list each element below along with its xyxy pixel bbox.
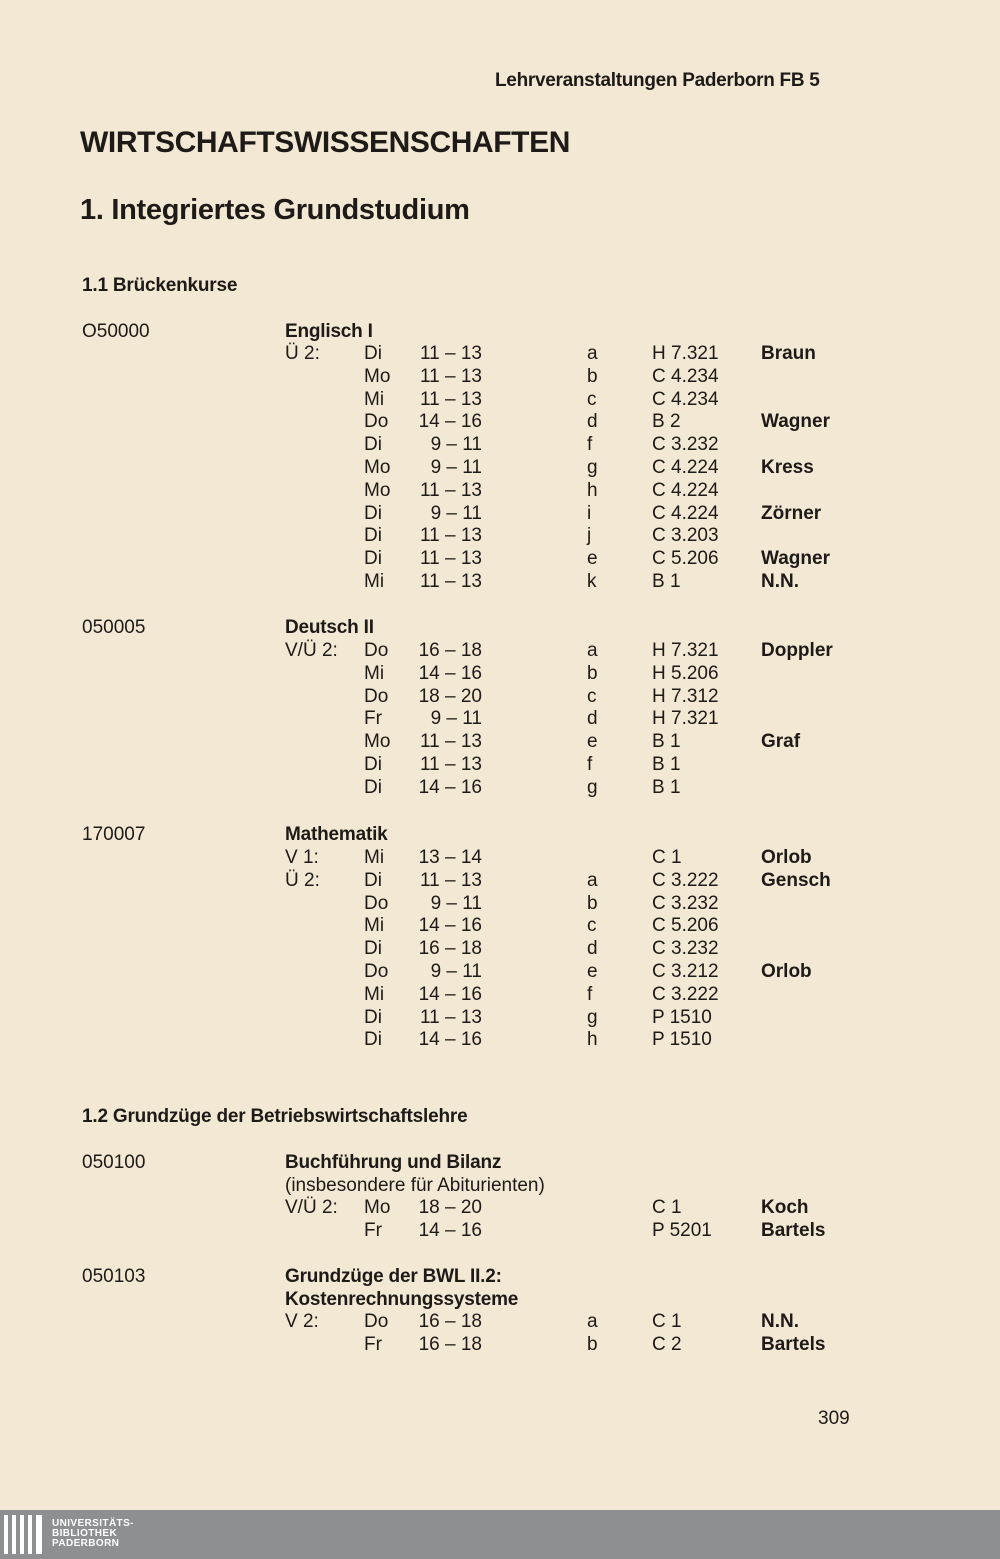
weekday: Mi — [364, 571, 385, 592]
room: B 1 — [652, 571, 681, 592]
room: C 1 — [652, 1311, 682, 1332]
lecturer: N.N. — [761, 1311, 799, 1332]
group-letter: f — [587, 983, 593, 1005]
room: B 1 — [652, 731, 681, 753]
weekday: Di — [364, 776, 382, 798]
schedule-row — [0, 777, 1000, 800]
time-slot: 11 – 13 — [420, 548, 482, 570]
weekday: Di — [364, 754, 382, 775]
subsection-heading: 1.2 Grundzüge der Betriebswirtschaftslehre — [82, 1106, 468, 1127]
group-letter: h — [587, 1029, 598, 1051]
time-slot: 16 – 18 — [418, 640, 482, 661]
session-type: V/Ü 2: — [285, 1197, 338, 1218]
weekday: Mo — [364, 1197, 391, 1218]
library-footer-banner — [0, 1510, 1000, 1559]
weekday: Di — [364, 1029, 382, 1051]
time-slot: 11 – 13 — [420, 1006, 482, 1028]
library-name-line: BIBLIOTHEK — [52, 1528, 118, 1539]
course-title: Englisch I — [285, 321, 373, 342]
group-letter: d — [587, 708, 598, 730]
weekday: Fr — [364, 708, 382, 730]
time-slot: 9 – 11 — [430, 457, 482, 478]
time-slot: 16 – 18 — [418, 1311, 482, 1332]
weekday: Do — [364, 1311, 389, 1332]
time-slot: 14 – 16 — [418, 776, 482, 798]
time-slot: 11 – 13 — [420, 479, 482, 501]
group-letter: e — [587, 731, 598, 753]
schedule-row — [0, 915, 1000, 938]
schedule-row — [0, 411, 1000, 434]
time-slot: 11 – 13 — [420, 754, 482, 775]
lecturer: Graf — [761, 731, 801, 753]
room: H 7.312 — [652, 685, 719, 707]
room: C 4.224 — [652, 457, 719, 478]
weekday: Di — [364, 869, 382, 891]
page-heading: WIRTSCHAFTSWISSENSCHAFTEN — [80, 126, 570, 159]
schedule-row — [0, 870, 1000, 893]
weekday: Do — [364, 411, 389, 433]
group-letter: c — [587, 685, 597, 707]
room: C 4.234 — [652, 388, 719, 410]
weekday: Mi — [364, 983, 385, 1005]
time-slot: 14 – 16 — [418, 1029, 482, 1051]
room: C 3.203 — [652, 525, 719, 547]
group-letter: c — [587, 915, 597, 937]
room: P 5201 — [652, 1219, 712, 1241]
room: P 1510 — [652, 1006, 712, 1028]
lecturer: Bartels — [761, 1219, 826, 1241]
lecturer: N.N. — [761, 571, 799, 592]
group-letter: d — [587, 411, 598, 433]
room: H 5.206 — [652, 662, 719, 684]
lecturer: Doppler — [761, 640, 833, 661]
page-number: 309 — [818, 1408, 850, 1429]
schedule-row — [0, 847, 1000, 870]
time-slot: 14 – 16 — [418, 662, 482, 684]
group-letter: g — [587, 1006, 598, 1028]
room: C 4.234 — [652, 365, 719, 387]
room: H 7.321 — [652, 708, 719, 730]
course-title: Deutsch II — [285, 617, 374, 638]
room: C 3.212 — [652, 961, 719, 982]
time-slot: 9 – 11 — [430, 502, 482, 524]
group-letter: a — [587, 869, 598, 891]
group-letter: b — [587, 662, 598, 684]
group-letter: a — [587, 640, 598, 661]
weekday: Di — [364, 343, 382, 364]
weekday: Mo — [364, 731, 391, 753]
group-letter: j — [587, 525, 592, 547]
weekday: Mi — [364, 915, 385, 937]
time-slot: 11 – 13 — [420, 388, 482, 410]
group-letter: e — [587, 961, 598, 982]
time-slot: 11 – 13 — [420, 365, 482, 387]
schedule-row — [0, 548, 1000, 571]
lecturer: Orlob — [761, 847, 812, 868]
weekday: Di — [364, 938, 382, 960]
group-letter: i — [587, 502, 592, 524]
schedule-row — [0, 731, 1000, 754]
lecturer: Koch — [761, 1197, 809, 1218]
session-type: V 1: — [285, 847, 319, 868]
session-type: Ü 2: — [285, 869, 320, 891]
room: C 4.224 — [652, 479, 719, 501]
room: C 4.224 — [652, 502, 719, 524]
time-slot: 11 – 13 — [420, 731, 482, 753]
group-letter: h — [587, 479, 598, 501]
lecturer: Braun — [761, 343, 816, 364]
section-heading: 1. Integriertes Grundstudium — [80, 194, 470, 226]
session-type: V/Ü 2: — [285, 640, 338, 661]
schedule-row — [0, 480, 1000, 503]
group-letter: b — [587, 892, 598, 914]
time-slot: 14 – 16 — [418, 983, 482, 1005]
schedule-row — [0, 434, 1000, 457]
room: P 1510 — [652, 1029, 712, 1051]
schedule-row — [0, 503, 1000, 526]
schedule-row — [0, 457, 1000, 480]
course-code: 170007 — [82, 824, 146, 845]
lecturer: Kress — [761, 457, 814, 478]
room: C 5.206 — [652, 915, 719, 937]
weekday: Mi — [364, 662, 385, 684]
session-type: V 2: — [285, 1311, 319, 1332]
library-name-line: PADERBORN — [52, 1538, 120, 1549]
room: B 1 — [652, 776, 681, 798]
weekday: Fr — [364, 1333, 382, 1355]
schedule-row — [0, 1007, 1000, 1030]
schedule-row — [0, 525, 1000, 548]
schedule-row — [0, 1197, 1000, 1220]
time-slot: 16 – 18 — [418, 1333, 482, 1355]
room: C 3.222 — [652, 869, 719, 891]
time-slot: 9 – 11 — [430, 708, 482, 730]
time-slot: 14 – 16 — [418, 915, 482, 937]
schedule-row — [0, 984, 1000, 1007]
time-slot: 18 – 20 — [418, 685, 482, 707]
weekday: Mi — [364, 847, 385, 868]
schedule-row — [0, 754, 1000, 777]
schedule-row — [0, 640, 1000, 663]
weekday: Di — [364, 548, 382, 570]
running-header: Lehrveranstaltungen Paderborn FB 5 — [495, 70, 820, 91]
time-slot: 11 – 13 — [420, 571, 482, 592]
course-code: 050005 — [82, 617, 146, 638]
room: C 1 — [652, 1197, 682, 1218]
time-slot: 13 – 14 — [418, 847, 482, 868]
schedule-row — [0, 686, 1000, 709]
group-letter: c — [587, 388, 597, 410]
course-title-line2: Kostenrechnungssysteme — [285, 1289, 519, 1310]
room: B 2 — [652, 411, 681, 433]
weekday: Di — [364, 502, 382, 524]
weekday: Mo — [364, 479, 391, 501]
course-code: 050103 — [82, 1266, 146, 1287]
schedule-row — [0, 938, 1000, 961]
course-code: O50000 — [82, 321, 150, 342]
schedule-row — [0, 708, 1000, 731]
course-subtitle: (insbesondere für Abiturienten) — [285, 1175, 545, 1196]
time-slot: 18 – 20 — [418, 1197, 482, 1218]
room: H 7.321 — [652, 343, 719, 364]
course-code: 050100 — [82, 1152, 146, 1173]
weekday: Do — [364, 892, 389, 914]
room: C 5.206 — [652, 548, 719, 570]
group-letter: k — [587, 571, 597, 592]
time-slot: 11 – 13 — [420, 869, 482, 891]
weekday: Do — [364, 685, 389, 707]
group-letter: a — [587, 343, 598, 364]
group-letter: f — [587, 434, 593, 456]
library-name-line: UNIVERSITÄTS- — [52, 1518, 134, 1529]
group-letter: b — [587, 1333, 598, 1355]
weekday: Mo — [364, 457, 391, 478]
room: C 2 — [652, 1333, 682, 1355]
weekday: Di — [364, 434, 382, 456]
schedule-row — [0, 663, 1000, 686]
time-slot: 16 – 18 — [418, 938, 482, 960]
room: B 1 — [652, 754, 681, 775]
course-title: Mathematik — [285, 824, 388, 845]
schedule-row — [0, 1311, 1000, 1334]
schedule-row — [0, 961, 1000, 984]
weekday: Di — [364, 525, 382, 547]
schedule-row — [0, 1029, 1000, 1052]
time-slot: 9 – 11 — [430, 434, 482, 456]
time-slot: 14 – 16 — [418, 411, 482, 433]
group-letter: b — [587, 365, 598, 387]
lecturer: Bartels — [761, 1333, 826, 1355]
schedule-row — [0, 571, 1000, 594]
weekday: Fr — [364, 1219, 382, 1241]
group-letter: g — [587, 776, 598, 798]
group-letter: a — [587, 1311, 598, 1332]
schedule-row — [0, 343, 1000, 366]
time-slot: 14 – 16 — [418, 1219, 482, 1241]
time-slot: 9 – 11 — [430, 961, 482, 982]
group-letter: e — [587, 548, 598, 570]
subsection-heading: 1.1 Brückenkurse — [82, 275, 238, 296]
schedule-row — [0, 366, 1000, 389]
library-name — [52, 1519, 134, 1549]
weekday: Do — [364, 961, 389, 982]
course-title: Grundzüge der BWL II.2: — [285, 1266, 502, 1287]
schedule-row — [0, 389, 1000, 412]
schedule-row — [0, 893, 1000, 916]
lecturer: Orlob — [761, 961, 812, 982]
room: H 7.321 — [652, 640, 719, 661]
lecturer: Gensch — [761, 869, 831, 891]
library-logo-icon — [4, 1515, 50, 1554]
lecturer: Zörner — [761, 502, 822, 524]
room: C 3.232 — [652, 434, 719, 456]
weekday: Mi — [364, 388, 385, 410]
schedule-row — [0, 1220, 1000, 1243]
lecturer: Wagner — [761, 548, 830, 570]
weekday: Do — [364, 640, 389, 661]
time-slot: 11 – 13 — [420, 525, 482, 547]
room: C 3.232 — [652, 938, 719, 960]
group-letter: g — [587, 457, 598, 478]
time-slot: 11 – 13 — [420, 343, 482, 364]
group-letter: d — [587, 938, 598, 960]
room: C 3.222 — [652, 983, 719, 1005]
lecturer: Wagner — [761, 411, 830, 433]
weekday: Mo — [364, 365, 391, 387]
group-letter: f — [587, 754, 593, 775]
time-slot: 9 – 11 — [430, 892, 482, 914]
session-type: Ü 2: — [285, 343, 320, 364]
room: C 1 — [652, 847, 682, 868]
weekday: Di — [364, 1006, 382, 1028]
schedule-row — [0, 1334, 1000, 1357]
room: C 3.232 — [652, 892, 719, 914]
course-title: Buchführung und Bilanz — [285, 1152, 502, 1173]
